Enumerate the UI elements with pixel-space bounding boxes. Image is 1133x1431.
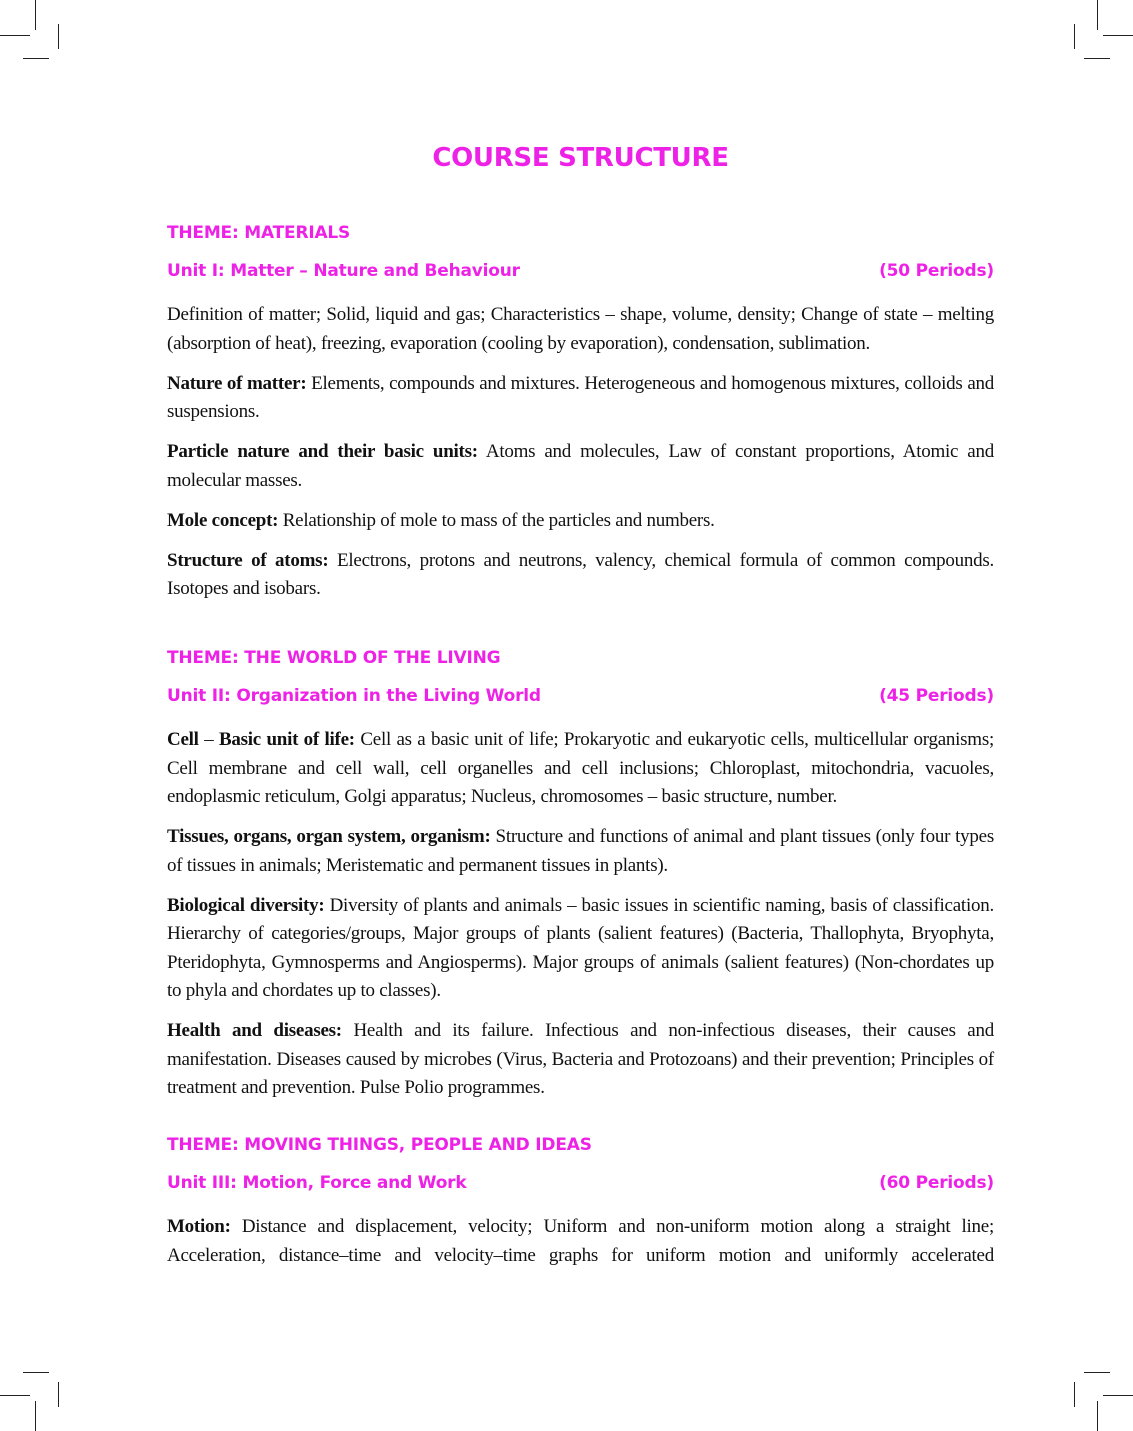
paragraph-lead: Basic unit of life:: [218, 729, 355, 750]
paragraph: [167, 823, 994, 880]
paragraph: [167, 438, 994, 495]
unit-heading: [167, 1173, 994, 1213]
theme-heading: THEME: MATERIALS: [167, 223, 351, 243]
paragraph-text: Diversity of plants and animals – basic issues in scientific naming, basis of classification. Hierarchy of categories/groups, Major groups of plants (salient features) (Bacteria, Thallophyta, Bryophyta, Pteridophyta, Gymnosperms and Angiosperms). Major groups of animals (salient features) (Non-chordates up to phyla and chordates up to classes).: [167, 894, 994, 1001]
paragraph-text: Distance and displacement, velocity; Uniform and non-uniform motion along a straight line; Acceleration, distance–time and velocity–time graphs for uniform motion and uniformly accelerated: [167, 1216, 994, 1266]
crop-mark: [58, 1382, 59, 1407]
paragraph-text: Relationship of mole to mass of the particles and numbers.: [278, 509, 715, 531]
crop-mark: [23, 58, 49, 59]
paragraph-dash: –: [198, 729, 219, 750]
paragraph: [167, 507, 994, 536]
crop-mark: [1097, 1401, 1098, 1431]
page-title: COURSE STRUCTURE: [432, 143, 729, 173]
unit-heading: [167, 686, 994, 726]
paragraph-lead: Cell: [167, 729, 199, 750]
paragraph: [167, 1213, 994, 1270]
paragraph-lead: Particle nature and their basic units:: [167, 441, 478, 462]
crop-mark: [0, 35, 30, 36]
paragraph-text: Elements, compounds and mixtures. Heterogeneous and homogenous mixtures, colloids and suspensions.: [167, 372, 995, 422]
paragraph: [167, 370, 994, 427]
section-moving-things: [167, 1135, 994, 1282]
section-materials: [167, 223, 994, 615]
unit-heading: [167, 261, 994, 301]
paragraph: [167, 1017, 994, 1103]
unit-title: Unit II: Organization in the Living World: [167, 686, 541, 706]
paragraph-text: Definition of matter; Solid, liquid and gas; Characteristics – shape, volume, density; Change of state – melting (absorption of heat), freezing, evaporation (cooling by evaporation), condensation, sublimation.: [167, 304, 994, 354]
paragraph-lead: Health and diseases:: [167, 1020, 342, 1041]
paragraph: [167, 726, 994, 812]
section-world-of-living: [167, 648, 994, 1114]
paragraph-lead: Biological diversity:: [167, 894, 325, 916]
crop-mark: [1084, 58, 1110, 59]
paragraph-text: Health and its failure. Infectious and non-infectious diseases, their causes and manifestation. Diseases caused by microbes (Virus, Bacteria and Protozoans) and their prevention; Principles of treatment and prevention. Pulse Polio programmes.: [167, 1020, 994, 1098]
crop-mark: [35, 0, 36, 30]
paragraph-text: Cell as a basic unit of life; Prokaryotic and eukaryotic cells, multicellular organisms; Cell membrane and cell wall, cell organelles and cell inclusions; Chloroplast, mitochondria, vacuoles, endoplasmic reticulum, Golgi apparatus; Nucleus, chromosomes – basic structure, number.: [167, 729, 994, 807]
crop-mark: [23, 1372, 49, 1373]
paragraph: [167, 892, 994, 1006]
theme-heading: THEME: MOVING THINGS, PEOPLE AND IDEAS: [167, 1135, 592, 1155]
crop-mark: [1074, 1382, 1075, 1407]
paragraph-lead: Tissues, organs, organ system, organism:: [167, 826, 491, 847]
crop-mark: [1097, 0, 1098, 30]
paragraph-text: Atoms and molecules, Law of constant proportions, Atomic and molecular masses.: [167, 441, 994, 491]
unit-title: Unit III: Motion, Force and Work: [167, 1173, 467, 1193]
crop-mark: [1103, 1395, 1133, 1396]
paragraph-lead: Nature of matter:: [167, 372, 307, 394]
paragraph-lead: Mole concept:: [167, 509, 279, 531]
crop-mark: [1074, 24, 1075, 49]
crop-mark: [1103, 35, 1133, 36]
paragraph-text: Electrons, protons and neutrons, valency, chemical formula of common compounds. Isotopes and isobars.: [167, 549, 994, 599]
crop-mark: [58, 24, 59, 49]
unit-title: Unit I: Matter – Nature and Behaviour: [167, 261, 520, 281]
unit-periods: (45 Periods): [879, 686, 994, 706]
unit-periods: (50 Periods): [879, 261, 994, 281]
unit-periods: (60 Periods): [879, 1173, 994, 1193]
paragraph: [167, 547, 994, 604]
paragraph-lead: Motion:: [167, 1216, 231, 1237]
crop-mark: [1084, 1372, 1110, 1373]
paragraph-lead: Structure of atoms:: [167, 549, 329, 571]
theme-heading: THEME: THE WORLD OF THE LIVING: [167, 648, 501, 668]
paragraph: [167, 301, 994, 358]
paragraph-text: Structure and functions of animal and plant tissues (only four types of tissues in animals; Meristematic and permanent tissues in plants).: [167, 826, 994, 876]
crop-mark: [0, 1395, 30, 1396]
crop-mark: [35, 1401, 36, 1431]
